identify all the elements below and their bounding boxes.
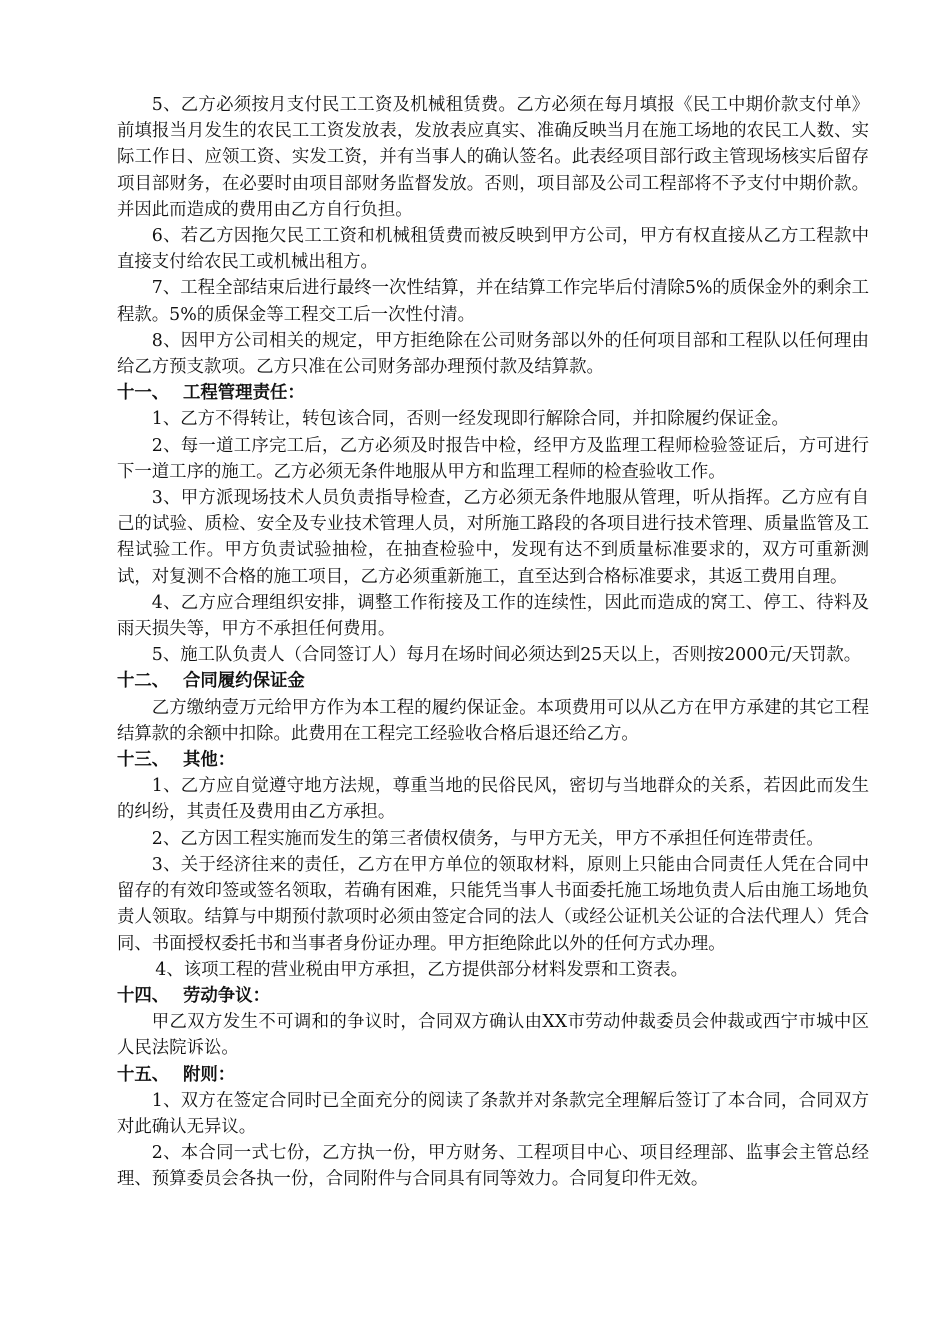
contract-page bbox=[117, 92, 869, 1193]
section-other bbox=[117, 747, 869, 983]
payment-clauses bbox=[117, 92, 869, 380]
section-title: 其他： bbox=[183, 750, 236, 771]
section-number: 十五、 bbox=[117, 1064, 170, 1085]
clause-paragraph: 甲乙双方发生不可调和的争议时，合同双方确认由XX市劳动仲裁委员会仲裁或西宁市城中区人民法院诉讼。 bbox=[117, 1012, 869, 1059]
clause-paragraph: 5、施工队负责人（合同签订人）每月在场时间必须达到25天以上，否则按2000元/天罚款。 bbox=[151, 645, 862, 666]
clause-paragraph: 6、若乙方因拖欠民工工资和机械租赁费而被反映到甲方公司，甲方有权直接从乙方工程款中直接支付给农民工或机械出租方。 bbox=[117, 226, 869, 273]
clause-paragraph: 1、乙方应自觉遵守地方法规，尊重当地的民俗民风，密切与当地群众的关系，若因此而发生的纠纷，其责任及费用由乙方承担。 bbox=[117, 776, 869, 823]
section-heading bbox=[117, 983, 869, 1009]
clause-paragraph: 乙方缴纳壹万元给甲方作为本工程的履约保证金。本项费用可以从乙方在甲方承建的其它工程结算款的余额中扣除。此费用在工程完工经验收合格后退还给乙方。 bbox=[117, 697, 869, 744]
clause-paragraph: 7、工程全部结束后进行最终一次性结算，并在结算工作完毕后付清除5%的质保金外的剩余工程款。5%的质保金等工程交工后一次性付清。 bbox=[117, 278, 869, 325]
clause-paragraph: 2、乙方因工程实施而发生的第三者债权债务，与甲方无关，甲方不承担任何连带责任。 bbox=[151, 828, 824, 849]
clause-paragraph: 1、乙方不得转让，转包该合同，否则一经发现即行解除合同，并扣除履约保证金。 bbox=[151, 409, 789, 430]
section-supplementary bbox=[117, 1062, 869, 1193]
clause-paragraph: 5、乙方必须按月支付民工工资及机械租赁费。乙方必须在每月填报《民工中期价款支付单》前填报当月发生的农民工工资发放表，发放表应真实、准确反映当月在施工场地的农民工人数、实际工作日、应领工资、实发工资，并有当事人的确认签名。此表经项目部行政主管现场核实后留存项目部财务，在必要时由项目部财务监督发放。否则，项目部及公司工程部将不予支付中期价款。并因此而造成的费用由乙方自行负担。 bbox=[117, 95, 869, 220]
section-labor-dispute bbox=[117, 983, 869, 1062]
section-number: 十四、 bbox=[117, 985, 170, 1006]
section-title: 工程管理责任： bbox=[183, 383, 305, 404]
section-heading bbox=[117, 747, 869, 773]
section-heading bbox=[117, 668, 869, 694]
section-performance-bond bbox=[117, 668, 869, 747]
section-project-management bbox=[117, 380, 869, 668]
section-title: 附则： bbox=[183, 1064, 236, 1085]
section-title: 劳动争议： bbox=[183, 985, 270, 1006]
clause-paragraph: 1、双方在签定合同时已全面充分的阅读了条款并对条款完全理解后签订了本合同，合同双方对此确认无异议。 bbox=[117, 1090, 869, 1137]
section-title: 合同履约保证金 bbox=[183, 671, 305, 692]
section-heading bbox=[117, 380, 869, 406]
section-heading bbox=[117, 1062, 869, 1088]
clause-paragraph: 2、本合同一式七份，乙方执一份，甲方财务、工程项目中心、项目经理部、监事会主管总经理、预算委员会各执一份，合同附件与合同具有同等效力。合同复印件无效。 bbox=[117, 1143, 869, 1190]
clause-paragraph: 4、该项工程的营业税由甲方承担，乙方提供部分材料发票和工资表。 bbox=[155, 959, 689, 980]
clause-paragraph: 3、关于经济往来的责任，乙方在甲方单位的领取材料，原则上只能由合同责任人凭在合同中留存的有效印签或签名领取，若确有困难，只能凭当事人书面委托施工场地负责人后由施工场地负责人领取。结算与中期预付款项时必须由签定合同的法人（或经公证机关公证的合法代理人）凭合同、书面授权委托书和当事者身份证办理。甲方拒绝除此以外的任何方式办理。 bbox=[117, 854, 869, 954]
section-number: 十三、 bbox=[117, 750, 170, 771]
section-number: 十一、 bbox=[117, 383, 170, 404]
clause-paragraph: 4、乙方应合理组织安排，调整工作衔接及工作的连续性，因此而造成的窝工、停工、待料及雨天损失等，甲方不承担任何费用。 bbox=[117, 592, 869, 640]
clause-paragraph: 8、因甲方公司相关的规定，甲方拒绝除在公司财务部以外的任何项目部和工程队以任何理由给乙方预支款项。乙方只准在公司财务部办理预付款及结算款。 bbox=[117, 330, 869, 378]
clause-paragraph: 2、每一道工序完工后，乙方必须及时报告中检，经甲方及监理工程师检验签证后，方可进行下一道工序的施工。乙方必须无条件地服从甲方和监理工程师的检查验收工作。 bbox=[117, 435, 869, 482]
section-number: 十二、 bbox=[117, 671, 170, 692]
clause-paragraph: 3、甲方派现场技术人员负责指导检查，乙方必须无条件地服从管理，听从指挥。乙方应有自己的试验、质检、安全及专业技术管理人员，对所施工路段的各项目进行技术管理、质量监管及工程试验工作。甲方负责试验抽检，在抽查检验中，发现有达不到质量标准要求的，双方可重新测试，对复测不合格的施工项目，乙方必须重新施工，直至达到合格标准要求，其返工费用自理。 bbox=[117, 488, 869, 587]
